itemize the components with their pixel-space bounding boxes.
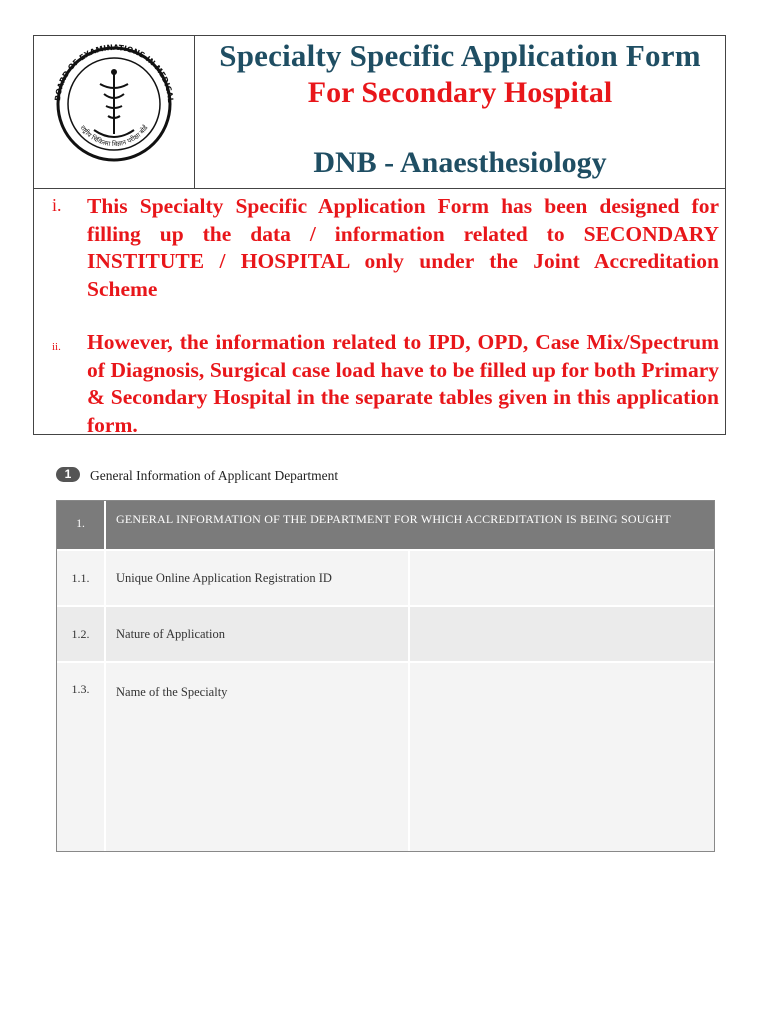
title-cell [195, 36, 725, 189]
row-number: 1.3. [57, 663, 106, 851]
section-title: General Information of Applicant Department [90, 468, 339, 483]
table-header-row [57, 501, 714, 551]
row-number: 1.2. [57, 607, 106, 661]
logo-cell [34, 36, 195, 189]
note-number: i. [52, 195, 62, 215]
row-label: Name of the Specialty [106, 663, 410, 851]
header-label: GENERAL INFORMATION OF THE DEPARTMENT FOR WHICH ACCREDITATION IS BEING SOUGHT [116, 512, 671, 526]
row-number: 1.1. [57, 551, 106, 605]
svg-text:NATIONAL BOARD OF EXAMINATIONS: BOARD OF EXAMINATIONS IN MEDICAL [53, 42, 176, 103]
specialty-title: DNB - Anaesthesiology [313, 146, 607, 179]
section-heading [56, 465, 556, 489]
nbe-logo-seal [34, 36, 195, 189]
notes-section [34, 189, 725, 437]
svg-text:राष्ट्रीय चिकित्सा विज्ञान परी: राष्ट्रीय चिकित्सा विज्ञान परीक्षा बोर्ड [78, 123, 150, 149]
specialty-name-field[interactable] [410, 663, 714, 851]
nature-of-application-field[interactable] [410, 607, 714, 661]
row-label: Unique Online Application Registration ID [106, 551, 410, 605]
registration-id-field[interactable] [410, 551, 714, 605]
form-title: Specialty Specific Application Form [219, 38, 701, 73]
note-number: ii. [52, 341, 61, 353]
section-number-badge: 1 [56, 467, 80, 482]
header-number: 1. [57, 501, 106, 549]
header-box [33, 35, 726, 435]
table-row [57, 607, 714, 663]
form-subtitle: For Secondary Hospital [307, 76, 613, 109]
note-text: However, the information related to IPD, OPD, Case Mix/Spectrum of Diagnosis, Surgical case load have to be filled up for both Primary & Secondary Hospital in the separate tables given in this application form. [87, 330, 719, 437]
table-row [57, 551, 714, 607]
note-text: This Specialty Specific Application Form has been designed for filling up the data / information related to SECONDARY INSTITUTE / HOSPITAL only under the Joint Accreditation Scheme [87, 194, 719, 301]
general-info-table [56, 500, 715, 852]
row-label: Nature of Application [106, 607, 410, 661]
table-row [57, 663, 714, 851]
